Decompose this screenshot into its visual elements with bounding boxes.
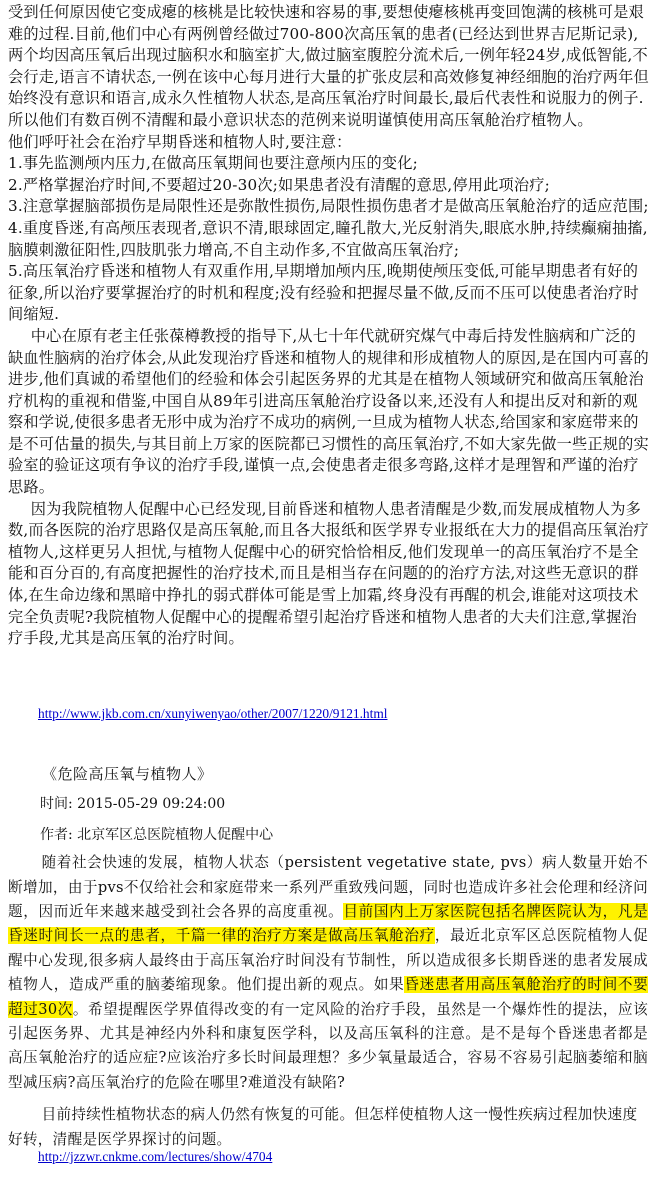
list-item: 5.高压氧治疗昏迷和植物人有双重作用,早期增加颅内压,晚期使颅压变低,可能早期患者有好的征象,所以治疗要掌握治疗的时机和程度;没有经验和把握尽量不做,反而不压可以使患者治疗时间缩短. <box>8 262 639 324</box>
article-author: 作者: 北京军区总医院植物人促醒中心 <box>40 826 274 843</box>
source-link-cnkme[interactable]: http://jzzwr.cnkme.com/lectures/show/4704 <box>38 1149 273 1164</box>
paragraph: 受到任何原因使它变成瘪的核桃是比较快速和容易的事,要想使瘪核桃再变回饱满的核桃可是艰难的过程.目前,他们中心有两例曾经做过700-800次高压氧的患者(已经达到世界吉尼斯记录),两个均因高压氧后出现过脑积水和脑室扩大,做过脑室腹腔分流术后,一例年轻24岁,成低智能,不会行走,语言不请状态,一例在该中心每月进行大量的扩张皮层和高效修复神经细胞的治疗两年但始终没有意识和语言,成永久性植物人状态,是高压氧治疗时间最长,最后代表性和说服力的例子.所以他们有数百例不清醒和最小意识状态的范例来说明谨慎使用高压氧舱治疗植物人。 <box>8 3 649 129</box>
list-item: 3.注意掌握脑部损伤是局限性还是弥散性损伤,局限性损伤患者才是做高压氧舱治疗的适应范围; <box>8 197 649 216</box>
article-time: 时间: 2015-05-29 09:24:00 <box>40 796 226 813</box>
paragraph: 中心在原有老主任张葆樽教授的指导下,从七十年代就研究煤气中毒后持发性脑病和广泛的缺血性脑病的治疗体会,从此发现治疗昏迷和植物人的规律和形成植物人的原因,是在国内可喜的进步,他们真诚的希望他们的经验和体会引起医务界的尤其是在植物人领域研究和做高压氧舱治疗机构的重视和借鉴,中国自从89年引进高压氧舱治疗设备以来,还没有人和提出反对和新的观察和学说,使很多患者无形中成为治疗不成功的病例,一旦成为植物人状态,给国家和家庭带来的是不可估量的损失,与其目前上万家的医院都已习惯性的高压氧治疗,不如大家先做一些正规的实验室的验证这项有争议的治疗手段,谨慎一点,会使患者走很多弯路,这样才是理智和严谨的治疗思路。 <box>8 326 649 497</box>
paragraph <box>8 851 648 1095</box>
highlighted-text: 昏迷患者用高压氧舱治疗的时间不要超过30次 <box>8 976 648 1018</box>
paragraph: 因为我院植物人促醒中心已经发现,目前昏迷和植物人患者清醒是少数,而发展成植物人为多数,而各医院的治疗思路仅是高压氧舱,而且各大报纸和医学界专业报纸在大力的提倡高压氧治疗植物人,这样更另人担忧,与植物人促醒中心的研究恰恰相反,他们发现单一的高压氧治疗不是全能和百分百的,有高度把握性的治疗技术,而且是相当存在问题的的治疗方法,对这些无意识的群体,在生命边缘和黑暗中挣扎的弱式群体可能是雪上加霜,终身没有再醒的机会,谁能对这项技术完全负责呢?我院植物人促醒中心的提醒希望引起治疗昏迷和植物人患者的大夫们注意,掌握治疗手段,尤其是高压氧的治疗时间。 <box>8 499 649 648</box>
list-item: 4.重度昏迷,有高颅压表现者,意识不清,眼球固定,瞳孔散大,光反射消失,眼底水肿,持续癫痫抽搐,脑膜刺激征阳性,四肢肌张力增高,不自主动作多,不宜做高压氧治疗; <box>8 218 648 259</box>
article-title: 《危险高压氧与植物人》 <box>42 765 213 783</box>
paragraph: 他们呼吁社会在治疗早期昏迷和植物人时,要注意： <box>8 132 352 151</box>
source-link-jkb[interactable]: http://www.jkb.com.cn/xunyiwenyao/other/2007/1220/9121.html <box>38 706 388 721</box>
article-one-body <box>8 2 650 650</box>
text-run: ，最近北京军区总医院植物人促醒中心发现,很多病人最终由于高压氧治疗时间没有节制性，所以造成很多长期昏迷的患者发展成植物人，造成严重的脑萎缩现象。他们提出新的观点。如果 <box>8 927 649 994</box>
list-item: 2.严格掌握治疗时间,不要超过20-30次;如果患者没有清醒的意思,停用此项治疗; <box>8 175 550 194</box>
list-item: 1.事先监测颅内压力,在做高压氧期间也要注意颅内压的变化; <box>8 154 418 173</box>
highlighted-text: 目前国内上万家医院包括名牌医院认为，凡是昏迷时间长一点的患者，千篇一律的治疗方案是做高压氧舱治疗 <box>8 903 648 945</box>
paragraph: 目前持续性植物状态的病人仍然有恢复的可能。但怎样使植物人这一慢性疾病过程加快速度好转，清醒是医学界探讨的问题。 <box>8 1106 638 1148</box>
article-two-body <box>0 762 658 1152</box>
text-run: 随着社会快速的发展，植物人状态（persistent vegetative state, pvs）病人数量开始不断增加，由于pvs不仅给社会和家庭带来一系列严重致残问题，同时也造成许多社会伦理和经济问题，因而近年来越来越受到社会各界的高度重视。 <box>8 854 648 921</box>
text-run: 。希望提醒医学界值得改变的有一定风险的治疗手段，虽然是一个爆炸性的提法，应该引起医务界、尤其是神经内外科和康复医学科，以及高压氧科的注意。是不是每个昏迷患者都是高压氧舱治疗的适应症?应该治疗多长时间最理想？多少氧量最适合，容易不容易引起脑萎缩和脑型减压病?高压氧治疗的危险在哪里?难道没有缺陷? <box>8 1000 649 1091</box>
